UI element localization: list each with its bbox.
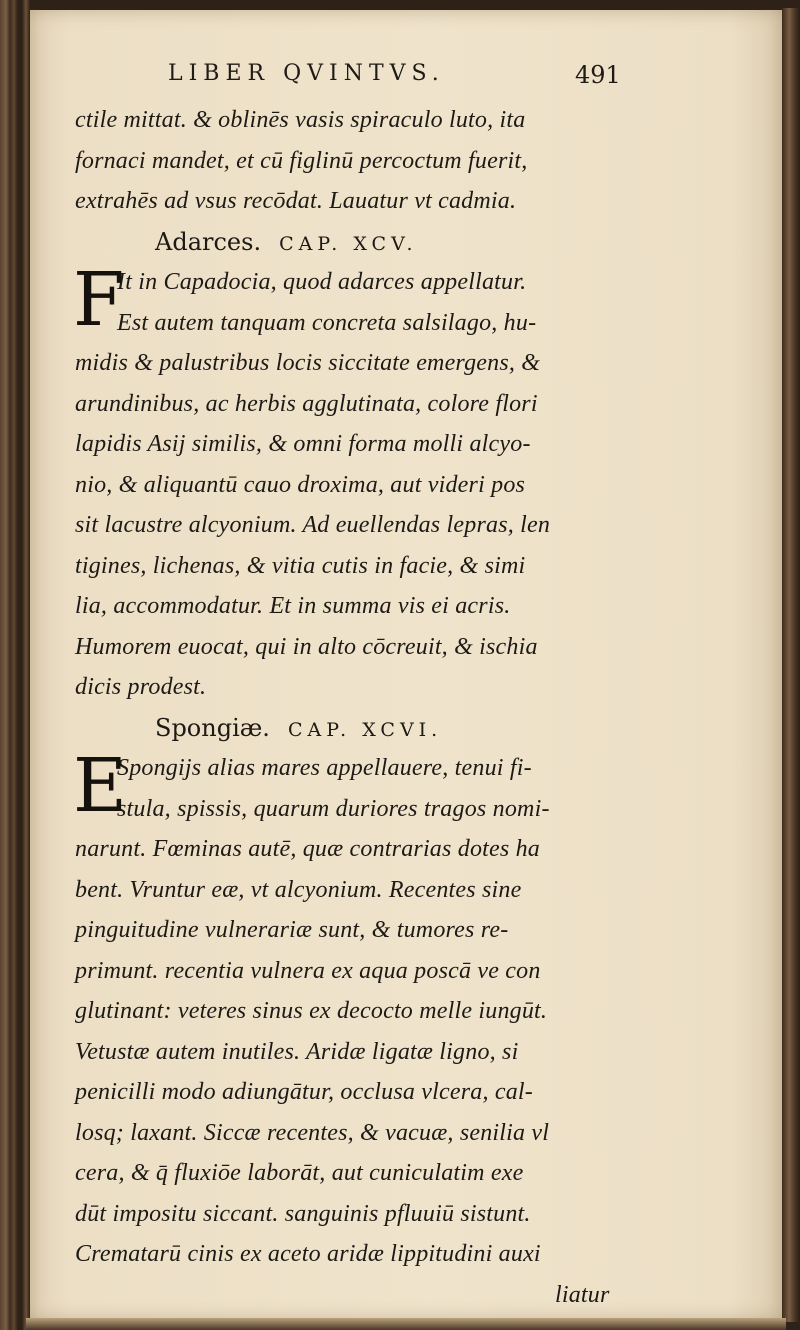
page-edge-bottom [26,1318,786,1330]
chapter-number: CAP. XCVI. [287,718,443,741]
text-line: pinguitudine vulnerariæ sunt, & tumores re- [75,917,509,943]
page-edge-right [782,8,800,1322]
text-line: Humorem euocat, qui in alto cōcreuit, & ischia [75,633,538,660]
text-line: cera, & q̄ fluxiōe laborāt, aut cuniculatim exe [75,1160,524,1186]
text-line: arundinibus, ac herbis agglutinata, colore flori [75,390,538,417]
text-line: glutinant: veteres sinus ex decocto melle iungūt. [75,998,548,1024]
text-line: primunt. recentia vulnera ex aqua poscā ve con [75,957,541,984]
chapter-heading [75,222,635,263]
text-line: bent. Vruntur eæ, vt alcyonium. Recentes sine [75,876,522,903]
running-head [0,57,800,97]
chapter-number: CAP. XCV. [279,232,418,255]
text-line: extrahēs ad vsus recōdat. Lauatur vt cadmia. [75,188,517,214]
text-line: ctile mittat. & oblinēs vasis spiraculo luto, ita [75,107,526,133]
text-line: tigines, lichenas, & vitia cutis in facie, & simi [75,552,526,579]
text-line: sit lacustre alcyonium. Ad euellendas lepras, len [75,512,551,538]
text-line: dicis prodest. [75,674,207,700]
drop-cap-initial: F [73,257,125,343]
text-line: narunt. Fœminas autē, quæ contrarias dotes ha [75,836,541,862]
text-line: lia, accommodatur. Et in summa vis ei acris. [75,593,511,619]
drop-cap-initial: E [73,743,128,829]
running-title: LIBER QVINTVS. [168,61,445,86]
catchword: liatur [555,1281,610,1308]
page-number: 491 [575,61,621,89]
text-line: dūt impositu siccant. sanguinis pfluuiū sistunt. [75,1200,531,1227]
text-line: penicilli modo adiungātur, occlusa vlcera, cal- [75,1079,533,1105]
text-line: fornaci mandet, et cū figlinū percoctum fuerit, [75,147,528,174]
text-line: Crematarū cinis ex aceto aridæ lippitudini auxi [75,1241,541,1267]
text-line: Spongijs alias mares appellauere, tenui fi- [117,755,532,781]
chapter-heading [75,708,635,749]
chapter-title: Spongiæ. [155,713,270,742]
text-line: midis & palustribus locis siccitate emergens, & [75,350,541,376]
text-line: It in Capadocia, quod adarces appellatur. [117,269,527,295]
text-line: lapidis Asij similis, & omni forma molli alcyo- [75,431,531,457]
text-line: stula, spissis, quarum duriores tragos nomi- [117,795,550,822]
chapter-title: Adarces. [155,227,262,256]
text-line: nio, & aliquantū cauo droxima, aut videri pos [75,471,526,498]
text-block [75,100,635,1315]
text-line: Est autem tanquam concreta salsilago, hu- [117,309,537,336]
chapter-body [73,257,635,708]
text-line: Vetustæ autem inutiles. Aridæ ligatæ ligno, si [75,1038,519,1065]
text-line: losq; laxant. Siccæ recentes, & vacuæ, senilia vl [75,1119,550,1146]
chapter-body [73,743,635,1315]
